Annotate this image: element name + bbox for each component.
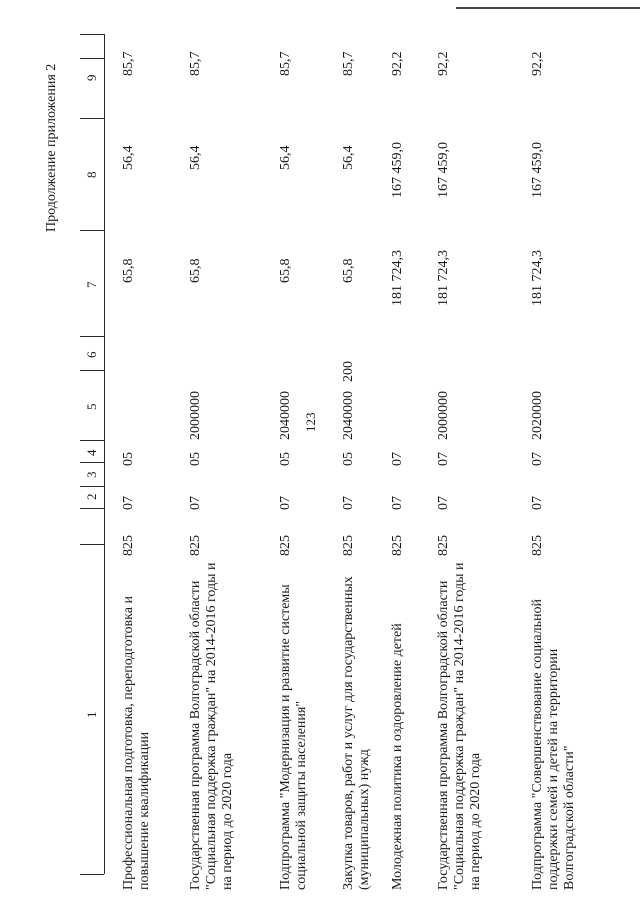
row-7-col-7: 181 724,3 [530,250,545,306]
row-3-col-7: 65,8 [278,258,293,283]
row-7-col-5: 2020000 [530,391,545,440]
row-6-col-2: 825 [436,535,451,556]
row-2-col-4: 05 [188,452,203,466]
row-5-col-4: 07 [390,452,405,466]
table-top-border [80,34,104,35]
row-2-col-8: 56,4 [188,145,203,170]
header-divider-3-4 [80,230,104,231]
row-5-col-7: 181 724,3 [390,250,405,306]
header-divider-6-7 [80,440,104,441]
continuation-label: Продолжение приложения 2 [44,63,59,232]
row-1-col-7: 65,8 [121,258,136,283]
row-3-col-2: 825 [278,535,293,556]
row-7-col-3: 07 [530,496,545,510]
row-3-col-3: 07 [278,496,293,510]
row-3-description: Подпрограмма "Модернизация и развитие системы социальной защиты населения" [278,584,309,890]
row-4-col-5: 2040000 [341,391,356,440]
row-2-col-5: 2000000 [188,391,203,440]
row-1-col-4: 05 [121,452,136,466]
row-3-col-5: 2040000 [278,391,293,440]
header-col-4: 4 [84,449,99,456]
row-5-col-3: 07 [390,496,405,510]
header-bottom-border [80,58,104,59]
row-4-col-7: 65,8 [341,258,356,283]
row-1-col-9: 85,7 [121,51,136,76]
row-1-col-3: 07 [121,496,136,510]
row-5-col-8: 167 459,0 [390,142,405,198]
header-divider-5-6 [80,370,104,371]
row-4-col-3: 07 [341,496,356,510]
table-right-border [104,34,105,874]
row-2-col-2: 825 [188,535,203,556]
row-4-col-6: 200 [341,361,356,382]
row-3-col-9: 85,7 [278,51,293,76]
header-col-5: 5 [84,403,99,410]
row-7-col-9: 92,2 [530,51,545,76]
header-divider-8-9 [80,486,104,487]
row-4-col-9: 85,7 [341,51,356,76]
row-6-col-9: 92,2 [436,51,451,76]
header-divider-4-5 [80,336,104,337]
row-4-col-4: 05 [341,452,356,466]
row-5-description: Молодежная политика и оздоровление детей [390,623,405,890]
row-6-col-5: 2000000 [436,391,451,440]
row-6-col-3: 07 [436,496,451,510]
page-number: 123 [303,412,318,432]
scan-edge-mark [456,7,640,9]
header-divider-2-3 [80,118,104,119]
row-5-col-9: 92,2 [390,51,405,76]
row-7-col-8: 167 459,0 [530,142,545,198]
row-3-col-4: 05 [278,452,293,466]
row-3-col-8: 56,4 [278,145,293,170]
header-col-3: 3 [84,471,99,478]
header-col-6: 6 [84,351,99,358]
row-4-col-8: 56,4 [341,145,356,170]
row-7-col-2: 825 [530,535,545,556]
row-1-col-8: 56,4 [121,145,136,170]
row-4-col-2: 825 [341,535,356,556]
table-bottom-border [80,874,104,875]
row-6-col-4: 07 [436,452,451,466]
row-5-col-2: 825 [390,535,405,556]
header-col-1: 1 [84,711,99,718]
header-divider-desc [80,544,104,545]
row-2-col-3: 07 [188,496,203,510]
header-col-2: 2 [84,493,99,500]
row-4-description: Закупка товаров, работ и услуг для государственных (муниципальных) нужд [341,576,372,890]
row-7-col-4: 07 [530,452,545,466]
row-7-description: Подпрограмма "Совершенствование социальной поддержки семей и детей на территории Волгоградской области" [530,599,577,890]
row-1-description: Профессиональная подготовка, переподготовка и повышение квалификации [121,596,152,890]
row-2-col-7: 65,8 [188,258,203,283]
row-2-col-9: 85,7 [188,51,203,76]
header-divider-9-end [80,508,104,509]
row-1-col-2: 825 [121,535,136,556]
row-2-description: Государственная программа Волгоградской области "Социальная поддержка граждан" на 2014-2016 годы и на период до 2020 года [188,562,235,890]
row-6-description: Государственная программа Волгоградской области "Социальная поддержка граждан" на 2014-2016 годы и на период до 2020 года [436,562,483,890]
row-6-col-8: 167 459,0 [436,142,451,198]
header-col-9: 9 [84,74,99,81]
header-col-8: 8 [84,171,99,178]
header-divider-7-8 [80,462,104,463]
row-6-col-7: 181 724,3 [436,250,451,306]
header-col-7: 7 [84,281,99,288]
